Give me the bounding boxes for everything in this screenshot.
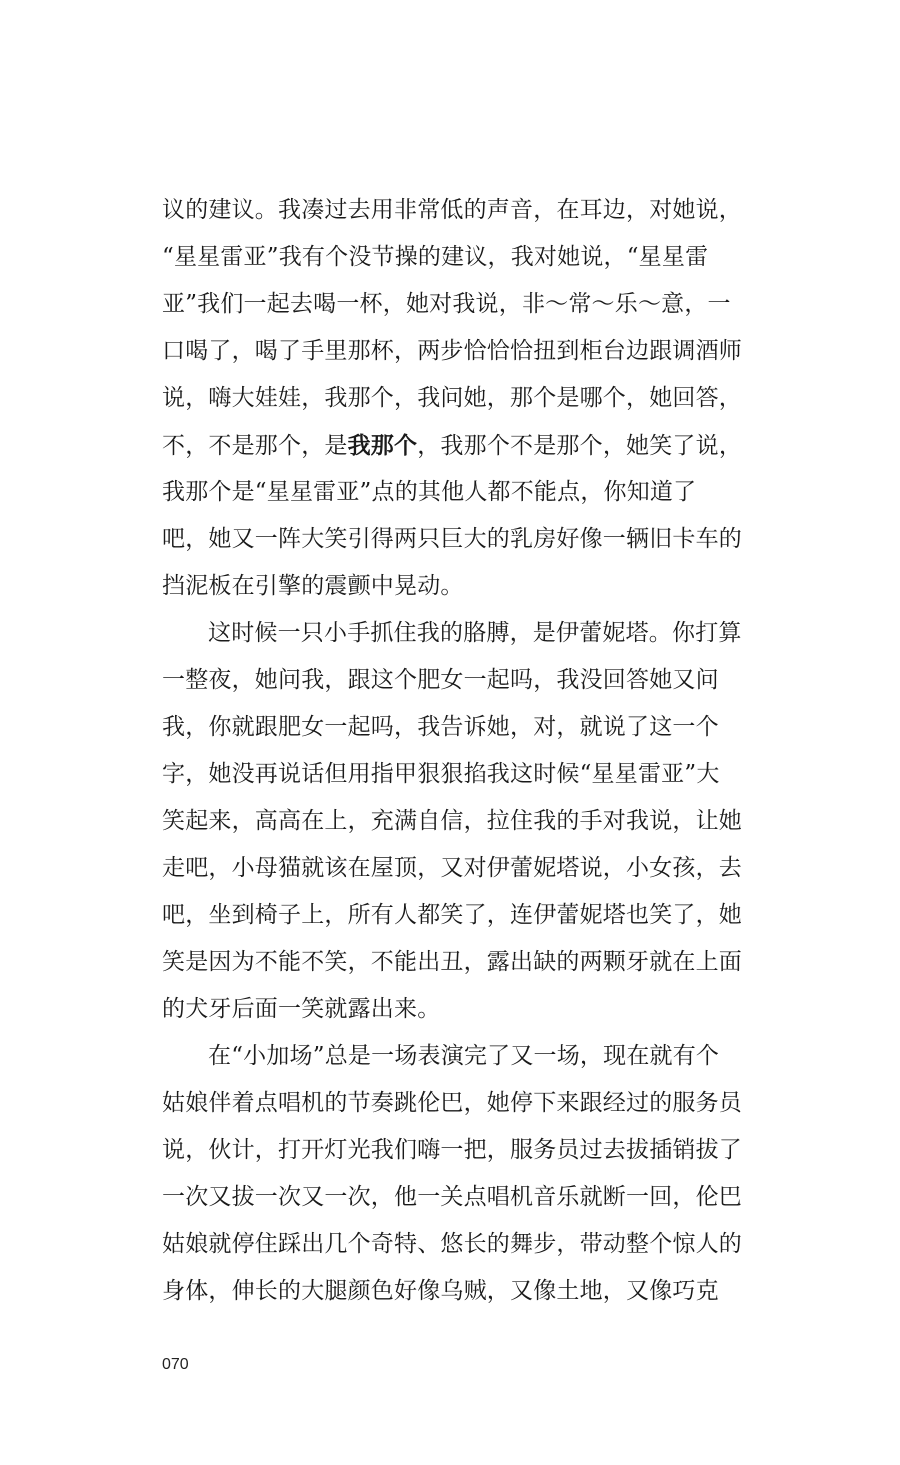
text-segment: 不，不是那个，是 xyxy=(162,433,348,459)
text-line: 笑是因为不能不笑，不能出丑，露出缺的两颗牙就在上面 xyxy=(162,949,742,975)
text-line: 说，嗨大娃娃，我那个，我问她，那个是哪个，她回答， xyxy=(162,385,742,411)
text-line: 吧，坐到椅子上，所有人都笑了，连伊蕾妮塔也笑了，她 xyxy=(162,902,742,928)
text-line: 笑起来，高高在上，充满自信，拉住我的手对我说，让她 xyxy=(162,808,742,834)
text-line: 的犬牙后面一笑就露出来。 xyxy=(162,996,441,1022)
text-line: 走吧，小母猫就该在屋顶，又对伊蕾妮塔说，小女孩，去 xyxy=(162,855,742,881)
text-line: 姑娘就停住踩出几个奇特、悠长的舞步，带动整个惊人的 xyxy=(162,1231,742,1257)
text-line: 一次又拔一次又一次，他一关点唱机音乐就断一回，伦巴 xyxy=(162,1184,742,1210)
text-line: 我那个是“星星雷亚”点的其他人都不能点，你知道了 xyxy=(162,479,697,505)
text-line xyxy=(162,422,742,469)
text-line: 姑娘伴着点唱机的节奏跳伦巴，她停下来跟经过的服务员 xyxy=(162,1090,742,1116)
text-line: 我，你就跟肥女一起吗，我告诉她，对，就说了这一个 xyxy=(162,714,719,740)
text-line: 说，伙计，打开灯光我们嗨一把，服务员过去拔插销拔了 xyxy=(162,1137,742,1163)
text-line: 议的建议。我凑过去用非常低的声音，在耳边，对她说， xyxy=(162,197,742,223)
text-segment: ，我那个不是那个，她笑了说， xyxy=(417,433,743,459)
page-number: 070 xyxy=(162,1356,189,1373)
text-line: 亚”我们一起去喝一杯，她对我说，非～常～乐～意，一 xyxy=(162,291,731,317)
text-line: “星星雷亚”我有个没节操的建议，我对她说，“星星雷 xyxy=(162,244,709,270)
text-line: 在“小加场”总是一场表演完了又一场，现在就有个 xyxy=(208,1043,720,1069)
text-line: 一整夜，她问我，跟这个肥女一起吗，我没回答她又问 xyxy=(162,667,719,693)
text-line: 口喝了，喝了手里那杯，两步恰恰恰扭到柜台边跟调酒师 xyxy=(162,338,742,364)
text-line: 吧，她又一阵大笑引得两只巨大的乳房好像一辆旧卡车的 xyxy=(162,526,742,552)
body-text xyxy=(162,187,742,1315)
text-line: 字，她没再说话但用指甲狠狠掐我这时候“星星雷亚”大 xyxy=(162,761,720,787)
text-line: 这时候一只小手抓住我的胳膊，是伊蕾妮塔。你打算 xyxy=(208,620,742,646)
emphasis-text: 我那个 xyxy=(347,432,418,459)
text-line: 挡泥板在引擎的震颤中晃动。 xyxy=(162,573,464,599)
text-line: 身体，伸长的大腿颜色好像乌贼，又像土地，又像巧克 xyxy=(162,1278,719,1304)
